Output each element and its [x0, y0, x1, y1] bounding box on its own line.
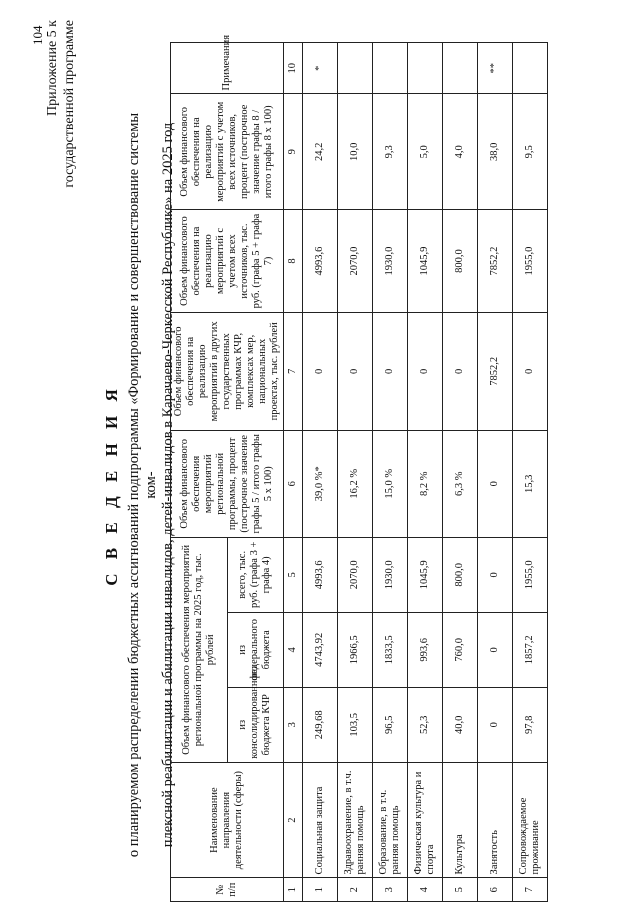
column-number: 9	[284, 94, 303, 210]
table-row	[373, 43, 408, 902]
funding-table	[170, 34, 548, 902]
header-all-sources: Объем финансового обеспечения на реализацию мероприятий с учетом всех источников, тыс. руб. (графа 5 + графа 7)	[171, 210, 284, 313]
document-heading	[102, 105, 177, 865]
cell-all-sources: 1955,0	[513, 210, 548, 313]
table-row	[478, 43, 513, 902]
cell-consolidated: 97,8	[513, 687, 548, 762]
cell-note: **	[478, 43, 513, 94]
column-number-row	[284, 43, 303, 902]
table-row	[338, 43, 373, 902]
cell-other: 7852,2	[478, 312, 513, 430]
cell-other: 0	[303, 312, 338, 430]
cell-percent: 16,2 %	[338, 430, 373, 537]
header-num: № п/п	[171, 878, 284, 902]
cell-percent: 8,2 %	[408, 430, 443, 537]
column-number: 8	[284, 210, 303, 313]
cell-consolidated: 0	[478, 687, 513, 762]
column-number: 7	[284, 312, 303, 430]
cell-consolidated: 249,68	[303, 687, 338, 762]
cell-federal: 993,6	[408, 612, 443, 687]
cell-federal: 4743,92	[303, 612, 338, 687]
column-number: 6	[284, 430, 303, 537]
header-row-1	[171, 43, 228, 902]
cell-all-sources: 4993,6	[303, 210, 338, 313]
cell-total: 0	[478, 537, 513, 612]
appendix-line-1: Приложение 5 к	[45, 20, 60, 116]
row-number: 2	[338, 878, 373, 902]
cell-federal: 0	[478, 612, 513, 687]
header-name: Наименование направления деятельности (сферы)	[171, 762, 284, 878]
cell-note: *	[303, 43, 338, 94]
row-name: Занятость	[478, 762, 513, 878]
cell-all-percent: 24,2	[303, 94, 338, 210]
column-number: 4	[284, 612, 303, 687]
header-other: Объем финансового обеспечения на реализацию мероприятий в других государственных программах КЧР, комплексах мер, национальных проектах, тыс. рублей	[171, 312, 284, 430]
row-name: Образование, в т.ч. ранняя помощь	[373, 762, 408, 878]
column-number: 10	[284, 43, 303, 94]
appendix-note	[44, 20, 78, 188]
cell-percent: 39,0 %*	[303, 430, 338, 537]
cell-total: 800,0	[443, 537, 478, 612]
row-name: Культура	[443, 762, 478, 878]
cell-total: 1930,0	[373, 537, 408, 612]
cell-percent: 0	[478, 430, 513, 537]
cell-consolidated: 52,3	[408, 687, 443, 762]
header-notes: Примечания	[171, 43, 284, 94]
cell-all-sources: 7852,2	[478, 210, 513, 313]
cell-federal: 1857,2	[513, 612, 548, 687]
header-federal: из федерального бюджета	[227, 612, 284, 687]
cell-all-percent: 10,0	[338, 94, 373, 210]
table-row	[303, 43, 338, 902]
row-name: Социальная защита	[303, 762, 338, 878]
row-number: 3	[373, 878, 408, 902]
cell-all-percent: 9,3	[373, 94, 408, 210]
subtitle-line-2: плексной реабилитации и абилитации инвалидов, детей-инвалидов в Карачаево-Черкесской Республике» на 2025 год	[160, 122, 176, 848]
cell-consolidated: 96,5	[373, 687, 408, 762]
cell-percent: 15,3	[513, 430, 548, 537]
cell-total: 1045,9	[408, 537, 443, 612]
header-volume-group: Объем финансового обеспечения мероприятий региональной программы на 2025 год, тыс. рублей	[171, 537, 228, 762]
page-number: 104	[30, 25, 45, 45]
cell-all-sources: 2070,0	[338, 210, 373, 313]
cell-percent: 15,0 %	[373, 430, 408, 537]
cell-note	[338, 43, 373, 94]
header-consolidated: из консолидированного бюджета КЧР	[227, 687, 284, 762]
column-number: 5	[284, 537, 303, 612]
header-percent: Объем финансового обеспечения мероприятий региональной программы, процент (построчное значение графы 5 / итого графы 5 x 100)	[171, 430, 284, 537]
document-title: С В Е Д Е Н И Я	[102, 384, 121, 586]
row-name: Физическая культура и спорта	[408, 762, 443, 878]
cell-other: 0	[338, 312, 373, 430]
header-all-percent: Объем финансового обеспечения на реализацию мероприятий с учетом всех источников, процент (построчное значение графы 8 / итого графы 8 x 100)	[171, 94, 284, 210]
row-name: Здравоохранение, в т.ч. ранняя помощь	[338, 762, 373, 878]
cell-federal: 1966,5	[338, 612, 373, 687]
cell-consolidated: 40,0	[443, 687, 478, 762]
column-number: 3	[284, 687, 303, 762]
appendix-line-2: государственной программе	[62, 20, 77, 188]
cell-all-sources: 1045,9	[408, 210, 443, 313]
column-number: 2	[284, 762, 303, 878]
cell-other: 0	[443, 312, 478, 430]
cell-all-percent: 9,5	[513, 94, 548, 210]
row-number: 7	[513, 878, 548, 902]
cell-consolidated: 103,5	[338, 687, 373, 762]
column-number: 1	[284, 878, 303, 902]
cell-note	[513, 43, 548, 94]
cell-all-percent: 38,0	[478, 94, 513, 210]
cell-total: 2070,0	[338, 537, 373, 612]
header-total: всего, тыс. руб. (графа 3 + графа 4)	[227, 537, 284, 612]
cell-total: 1955,0	[513, 537, 548, 612]
cell-all-sources: 800,0	[443, 210, 478, 313]
cell-other: 0	[373, 312, 408, 430]
cell-note	[443, 43, 478, 94]
cell-federal: 1833,5	[373, 612, 408, 687]
cell-note	[373, 43, 408, 94]
table-row	[443, 43, 478, 902]
row-number: 4	[408, 878, 443, 902]
cell-all-sources: 1930,0	[373, 210, 408, 313]
table-row	[408, 43, 443, 902]
cell-total: 4993,6	[303, 537, 338, 612]
cell-note	[408, 43, 443, 94]
row-number: 1	[303, 878, 338, 902]
table-row	[513, 43, 548, 902]
row-number: 5	[443, 878, 478, 902]
row-name: Сопровождаемое проживание	[513, 762, 548, 878]
cell-other: 0	[513, 312, 548, 430]
cell-percent: 6,3 %	[443, 430, 478, 537]
row-number: 6	[478, 878, 513, 902]
cell-all-percent: 5,0	[408, 94, 443, 210]
cell-federal: 760,0	[443, 612, 478, 687]
subtitle-line-1: о планируемом распределении бюджетных ассигнований подпрограммы «Формирование и совершенствование системы ком-	[126, 112, 159, 858]
cell-other: 0	[408, 312, 443, 430]
cell-all-percent: 4,0	[443, 94, 478, 210]
